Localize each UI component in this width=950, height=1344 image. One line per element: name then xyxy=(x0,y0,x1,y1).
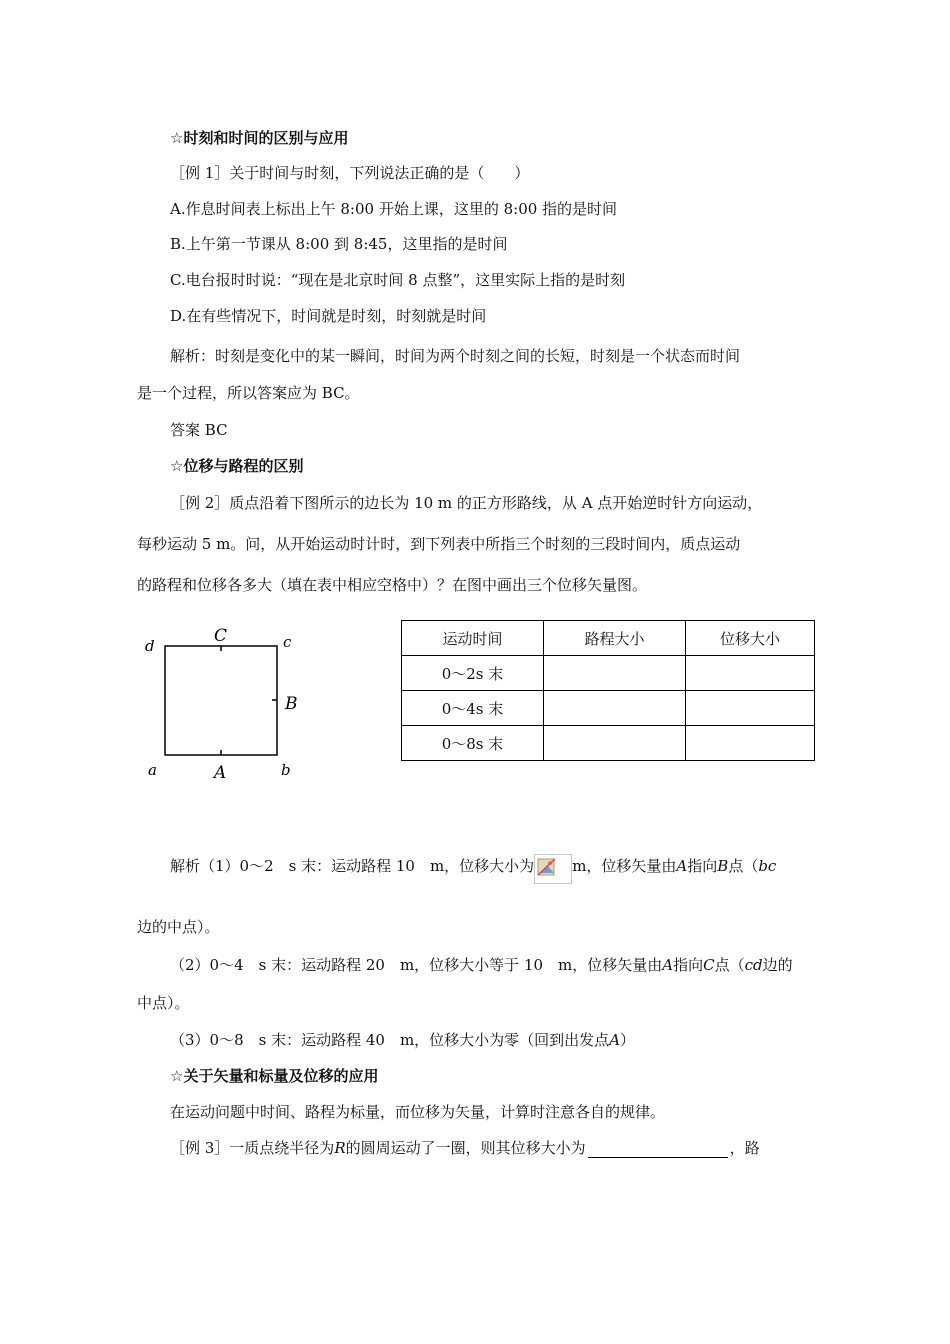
point-A: A xyxy=(662,956,674,974)
analysis-line-1: 解析：时刻是变化中的某一瞬间，时间为两个时刻之间的长短，时刻是一个状态而时间 xyxy=(170,347,741,365)
solution-1-post: 点（ xyxy=(728,857,759,875)
point-B: B xyxy=(717,857,729,875)
answer-blank[interactable] xyxy=(588,1141,728,1158)
example-3-post: ，路 xyxy=(729,1139,760,1157)
solution-3-text: （3）0～8 s 末：运动路程 40 m，位移大小为零（回到出发点 xyxy=(170,1031,610,1049)
label-b: b xyxy=(281,761,291,779)
header-time: 运动时间 xyxy=(402,621,544,656)
distance-cell[interactable] xyxy=(544,656,686,691)
section-heading-time: ☆时刻和时间的区别与应用 xyxy=(170,129,349,147)
label-A: A xyxy=(214,763,227,783)
distance-cell[interactable] xyxy=(544,726,686,761)
point-A: A xyxy=(609,1031,621,1049)
solution-3-line xyxy=(170,1030,635,1050)
section-heading-vector: ☆关于矢量和标量及位移的应用 xyxy=(170,1067,379,1085)
option-a: A.作息时间表上标出上午 8:00 开始上课，这里的 8:00 指的是时间 xyxy=(170,200,618,218)
row-time: 0～4s 末 xyxy=(402,691,544,726)
solution-2-text: （2）0～4 s 末：运动路程 20 m，位移大小等于 10 m，位移矢量由 xyxy=(170,956,663,974)
section-3-text: 在运动问题中时间、路程为标量，而位移为矢量，计算时注意各自的规律。 xyxy=(170,1103,666,1121)
example-3-mid: 的圆周运动了一圈，则其位移大小为 xyxy=(345,1139,586,1157)
example-2-line-3: 的路程和位移各多大（填在表中相应空格中）？在图中画出三个位移矢量图。 xyxy=(137,576,648,594)
solution-2-post: 点（ xyxy=(714,956,745,974)
header-distance: 路程大小 xyxy=(544,621,686,656)
broken-image-icon xyxy=(534,854,572,884)
radius-R: R xyxy=(334,1139,346,1157)
row-time: 0～8s 末 xyxy=(402,726,544,761)
label-c: c xyxy=(283,633,292,651)
solution-1-unit: m，位移矢量由 xyxy=(572,857,677,875)
displacement-cell[interactable] xyxy=(686,656,815,691)
table-header-row xyxy=(402,621,815,656)
solution-2-mid: 指向 xyxy=(673,956,704,974)
solution-3-post: ） xyxy=(620,1031,636,1049)
table-row xyxy=(402,656,815,691)
solution-1-line-2: 边的中点）。 xyxy=(137,918,220,936)
table-row xyxy=(402,691,815,726)
point-A: A xyxy=(676,857,688,875)
label-a: a xyxy=(148,761,157,779)
example-2-line-2: 每秒运动 5 m。问，从开始运动时计时，到下列表中所指三个时刻的三段时间内，质点运动 xyxy=(137,535,741,553)
solution-1-text: 解析（1）0～2 s 末：运动路程 10 m，位移大小为 xyxy=(170,857,535,875)
solution-1-mid: 指向 xyxy=(687,857,718,875)
square-outline xyxy=(165,646,277,755)
option-d: D.在有些情况下，时间就是时刻，时刻就是时间 xyxy=(170,307,487,325)
table-row xyxy=(402,726,815,761)
row-time: 0～2s 末 xyxy=(402,656,544,691)
point-C: C xyxy=(703,956,715,974)
example-1-question: ［例 1］关于时间与时刻，下列说法正确的是（ ） xyxy=(170,164,530,182)
displacement-cell[interactable] xyxy=(686,726,815,761)
label-B: B xyxy=(285,694,298,714)
edge-bc: bc xyxy=(758,857,777,875)
answer-1: 答案 BC xyxy=(170,421,228,439)
displacement-cell[interactable] xyxy=(686,691,815,726)
solution-2-line-2: 中点）。 xyxy=(137,994,190,1012)
solution-2-end: 边的 xyxy=(762,956,793,974)
example-3-line xyxy=(170,1138,760,1158)
option-c: C.电台报时时说：“现在是北京时间 8 点整”，这里实际上指的是时刻 xyxy=(170,271,626,289)
analysis-line-2: 是一个过程，所以答案应为 BC。 xyxy=(137,384,360,402)
edge-cd: cd xyxy=(744,956,763,974)
example-2-line-1: ［例 2］质点沿着下图所示的边长为 10 m 的正方形路线，从 A 点开始逆时针方向运动， xyxy=(170,494,763,512)
square-path-figure xyxy=(140,622,310,787)
example-3-pre: ［例 3］一质点绕半径为 xyxy=(170,1139,335,1157)
label-C: C xyxy=(214,626,228,646)
label-d: d xyxy=(145,637,155,655)
distance-cell[interactable] xyxy=(544,691,686,726)
motion-table xyxy=(401,620,815,761)
solution-1-line-1 xyxy=(170,852,776,882)
option-b: B.上午第一节课从 8:00 到 8:45，这里指的是时间 xyxy=(170,235,508,253)
section-heading-displacement: ☆位移与路程的区别 xyxy=(170,457,304,475)
header-displacement: 位移大小 xyxy=(686,621,815,656)
solution-2-line-1 xyxy=(170,955,793,975)
